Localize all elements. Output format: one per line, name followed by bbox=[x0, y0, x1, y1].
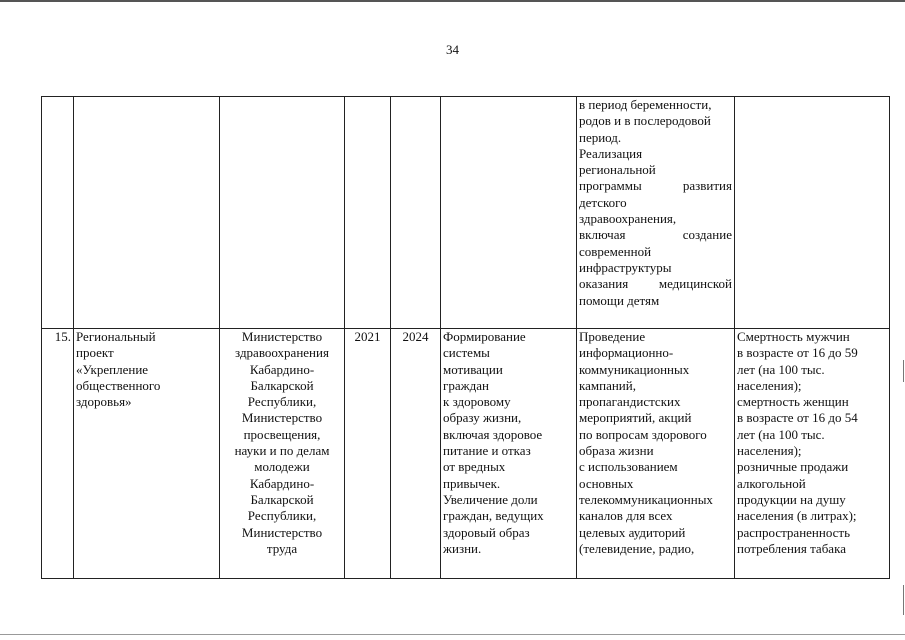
indicator-line: в возрасте от 16 до 54 bbox=[737, 410, 858, 426]
measure-line: информационно- bbox=[579, 345, 674, 361]
name-line: проект bbox=[76, 345, 114, 361]
executor-line: просвещения, bbox=[243, 426, 321, 442]
task-line: включая здоровое bbox=[443, 426, 543, 442]
measure-line: коммуникационных bbox=[579, 361, 690, 377]
measure-line: основных bbox=[579, 475, 634, 491]
measure-line: целевых аудиторий bbox=[579, 524, 686, 540]
executor-line: Министерство bbox=[241, 329, 323, 344]
measure-word: медицинской bbox=[658, 276, 732, 292]
indicator-line: смертность женщин bbox=[737, 394, 849, 410]
name-line: здоровья» bbox=[76, 394, 132, 410]
measure-line: родов и в послеродовой bbox=[579, 113, 711, 129]
task-line: Формирование bbox=[443, 329, 526, 344]
executor-cell bbox=[220, 97, 345, 329]
task-line: образу жизни, bbox=[443, 410, 522, 426]
measure-line: (телевидение, радио, bbox=[579, 540, 695, 556]
measure-line: в период беременности, bbox=[579, 97, 712, 112]
project-name-cell bbox=[74, 329, 220, 579]
measure-line: здравоохранения, bbox=[579, 211, 677, 227]
executor-line: Кабардино- bbox=[249, 361, 315, 377]
indicator-line: потребления табака bbox=[737, 540, 846, 556]
executor-line: Республики, bbox=[247, 394, 317, 410]
measure-word: развития bbox=[682, 178, 732, 194]
executor-line: Балкарской bbox=[250, 491, 314, 507]
measure-line: детского bbox=[579, 194, 627, 210]
measure-line: современной bbox=[579, 243, 652, 259]
measures-cell bbox=[577, 329, 735, 579]
executor-line: Кабардино- bbox=[249, 475, 315, 491]
row-number-cell: 15. bbox=[42, 329, 74, 579]
indicator-line: населения); bbox=[737, 377, 802, 393]
indicator-line: лет (на 100 тыс. bbox=[737, 361, 825, 377]
task-cell bbox=[441, 97, 577, 329]
task-line: системы bbox=[443, 345, 490, 361]
task-line: жизни. bbox=[443, 540, 482, 556]
measure-line: период. bbox=[579, 129, 622, 145]
row-number-cell bbox=[42, 97, 74, 329]
indicators-cell bbox=[735, 97, 890, 329]
program-table bbox=[41, 96, 890, 579]
measure-line bbox=[579, 178, 732, 194]
executor-line: Республики, bbox=[247, 508, 317, 524]
name-line: общественного bbox=[76, 377, 161, 393]
task-line: к здоровому bbox=[443, 394, 511, 410]
measure-line: по вопросам здорового bbox=[579, 426, 707, 442]
measure-line: образа жизни bbox=[579, 443, 654, 459]
executor-line: науки и по делам bbox=[234, 443, 330, 459]
table-row-15 bbox=[42, 329, 890, 579]
executor-cell bbox=[220, 329, 345, 579]
executor-line: молодежи bbox=[254, 459, 310, 475]
measure-line: телекоммуникационных bbox=[579, 491, 713, 507]
task-line: привычек. bbox=[443, 475, 501, 491]
measure-word: включая bbox=[579, 227, 626, 243]
measure-line: региональной bbox=[579, 162, 656, 178]
measure-word: оказания bbox=[579, 276, 629, 292]
project-name-cell bbox=[74, 97, 220, 329]
end-year-cell bbox=[391, 97, 441, 329]
executor-line: Министерство bbox=[241, 524, 323, 540]
measure-line: кампаний, bbox=[579, 377, 636, 393]
end-year-cell: 2024 bbox=[391, 329, 441, 579]
task-line: мотивации bbox=[443, 361, 503, 377]
indicator-line: алкогольной bbox=[737, 475, 806, 491]
indicator-line: лет (на 100 тыс. bbox=[737, 426, 825, 442]
measure-line: мероприятий, акций bbox=[579, 410, 692, 426]
indicator-line: населения); bbox=[737, 443, 802, 459]
table-row-continued bbox=[42, 97, 890, 329]
indicator-line: Смертность мужчин bbox=[737, 329, 850, 344]
name-line: «Укрепление bbox=[76, 361, 149, 377]
task-line: граждан bbox=[443, 377, 489, 393]
measure-line: пропагандистских bbox=[579, 394, 681, 410]
indicator-line: населения (в литрах); bbox=[737, 508, 857, 524]
task-line: Увеличение доли bbox=[443, 491, 538, 507]
start-year-cell bbox=[345, 97, 391, 329]
executor-line: Министерство bbox=[241, 410, 323, 426]
measure-line: Реализация bbox=[579, 145, 643, 161]
measure-line bbox=[579, 276, 732, 292]
scan-edge-mark bbox=[903, 360, 904, 382]
task-cell bbox=[441, 329, 577, 579]
measure-line: с использованием bbox=[579, 459, 678, 475]
task-line: граждан, ведущих bbox=[443, 508, 544, 524]
start-year-cell: 2021 bbox=[345, 329, 391, 579]
indicators-cell bbox=[735, 329, 890, 579]
measures-cell bbox=[577, 97, 735, 329]
measure-word: программы bbox=[579, 178, 642, 194]
measure-line bbox=[579, 227, 732, 243]
scan-top-border bbox=[0, 0, 905, 2]
measure-word: создание bbox=[682, 227, 732, 243]
page-number: 34 bbox=[446, 42, 459, 57]
name-line: Региональный bbox=[76, 329, 156, 344]
indicator-line: в возрасте от 16 до 59 bbox=[737, 345, 858, 361]
measure-line: инфраструктуры bbox=[579, 259, 672, 275]
indicator-line: розничные продажи bbox=[737, 459, 849, 475]
scan-bottom-border bbox=[0, 634, 905, 635]
executor-line: здравоохранения bbox=[235, 345, 329, 361]
task-line: от вредных bbox=[443, 459, 506, 475]
task-line: питание и отказ bbox=[443, 443, 531, 459]
indicator-line: продукции на душу bbox=[737, 491, 846, 507]
measure-line: Проведение bbox=[579, 329, 646, 344]
scan-edge-mark bbox=[903, 585, 904, 615]
task-line: здоровый образ bbox=[443, 524, 530, 540]
measure-line: каналов для всех bbox=[579, 508, 673, 524]
indicator-line: распространенность bbox=[737, 524, 851, 540]
executor-line: труда bbox=[266, 540, 298, 556]
executor-line: Балкарской bbox=[250, 377, 314, 393]
measure-line: помощи детям bbox=[579, 292, 660, 308]
